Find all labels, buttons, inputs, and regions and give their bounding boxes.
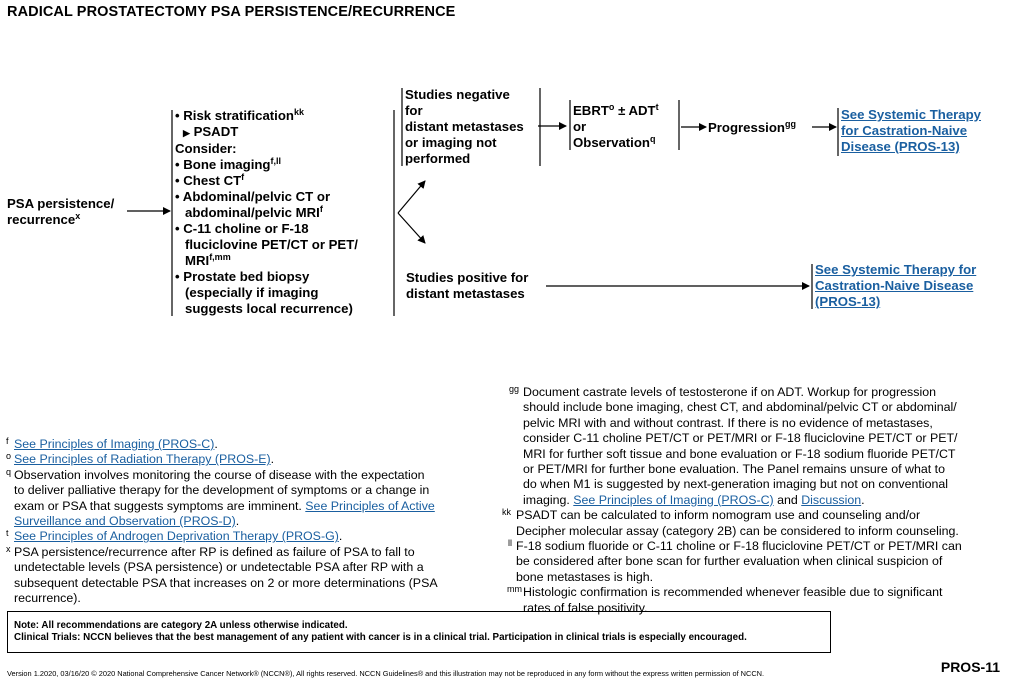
arrow-to-negative [398,181,425,213]
note-category: Note: All recommendations are category 2A unless otherwise indicated. [14,620,348,631]
footnote-ll: ll F-18 sodium fluoride or C-11 choline or F-18 fluciclovine PET/CT or PET/MRI can be considered after bone scan for further evaluation when clinical suspicion of bone metastases is high. [508,538,962,584]
workup-item-risk: • Risk stratification$^{kk}$ [175,107,304,123]
workup-consider-label: Consider: [175,141,237,156]
footer-copyright: Version 1.2020, 03/16/20 © 2020 National Comprehensive Cancer Network® (NCCN®), All rights reserved. NCCN Guidelines® and this illustration may not be reproduced in any form without the express written permission of NCCN. [7,669,765,678]
footnote-q: q Observation involves monitoring the course of disease with the expectation to deliver palliative therapy for the development of symptoms or a change in exam or PSA that suggests symptoms are imminent. See Principles of Active Surveillance and Observation (PROS-D). [6,466,435,529]
arrow-to-positive [398,213,425,243]
footnote-x: x PSA persistence/recurrence after RP is defined as failure of PSA to fall to undetectable levels (PSA persistence) or undetectable PSA after RP with a subsequent detectable PSA that increases on 2 or more determinations (PSA recurrence). [6,543,438,606]
studies-negative-node: Studies negative for distant metastases or imaging not performed [405,87,524,166]
page-title: RADICAL PROSTATECTOMY PSA PERSISTENCE/RECURRENCE [7,4,456,20]
footnotes-right [502,384,1005,616]
footnote-gg: gg Document castrate levels of testosterone if on ADT. Workup for progression should include bone imaging, chest CT, and abdominal/pelvic CT or abdominal/ pelvic MRI with and without contrast. If there is no evidence of metastases, consider C-11 choline PET/CT or PET/MRI or F-18 fluciclovine PET/CT or PET/ MRI for further soft tissue and bone evaluation or F-18 sodium fluoride PET/CT or PET/MRI for further bone evaluation. The Panel remains unsure of what to do when M1 is suggested by next-generation imaging but not on conventional imaging. See Principles of Imaging (PROS-C) and Discussion. [509,384,958,507]
footnotes-left [6,436,494,606]
note-clinical-trials: Clinical Trials: NCCN believes that the best management of any patient with cancer is in a clinical trial. Participation in clinical trials is especially encouraged. [14,632,747,643]
footnote-o: o See Principles of Radiation Therapy (PROS-E). [6,451,275,467]
footnote-f: f See Principles of Imaging (PROS-C). [6,436,218,451]
imaging-principles-link[interactable]: See Principles of Imaging (PROS-C) [14,437,215,451]
systemic-therapy-link-bottom[interactable]: See Systemic Therapy for Castration-Naive Disease (PROS-13) [815,262,977,309]
psa-persistence-node: PSA persistence/ recurrence$^x$ [7,196,115,227]
workup-subitem-psadt: ▶ PSADT [183,124,239,139]
adt-principles-link[interactable]: See Principles of Androgen Deprivation Therapy (PROS-G) [14,529,339,544]
radiation-principles-link[interactable]: See Principles of Radiation Therapy (PROS-E) [14,452,271,467]
systemic-therapy-link-top[interactable]: See Systemic Therapy for Castration-Naive Disease (PROS-13) [841,107,982,154]
progression-node: Progression$^{gg}$ [708,119,796,135]
discussion-link[interactable]: Discussion [801,492,862,507]
workup-item-chest: • Chest $CT^f$ [175,172,245,188]
workup-item-pet: • C-11 choline or F-18 [175,221,309,236]
note-box [7,611,831,653]
imaging-principles-link-2[interactable]: See Principles of Imaging (PROS-C) [573,492,774,507]
workup-item-bone: • Bone imaging$^{f,ll}$ [175,156,281,172]
studies-positive-node: Studies positive for distant metastases [406,270,529,301]
active-surveillance-link[interactable]: See Principles of Active [305,498,435,513]
treatment-node: $EBRT^o \pm ADT^t$ or Observation$^q$ [573,102,659,150]
workup-item-biopsy: • Prostate bed biopsy [175,269,310,284]
workup-item-abd: • Abdominal/pelvic CT or [175,189,331,204]
footnote-mm: mm Histologic confirmation is recommended whenever feasible due to significant rates of false positivity. [507,584,943,615]
active-surveillance-link-cont[interactable]: Surveillance and Observation (PROS-D) [14,514,236,529]
footnote-kk: kk PSADT can be calculated to inform nomogram use and counseling and/or Decipher molecular assay (category 2B) can be considered to inform counseling. [502,507,959,538]
workup-list: • Risk stratification$^{kk}$ ▶ PSADT Consider: • Bone imaging$^{f,ll}$ • Chest $CT^f$ • Abdominal/pelvic CT or abdominal/pelvic MRI$^f$ • C-11 choline or F-18 fluciclovine PET/CT or PET/ $MRI^{f,mm}$ • Prostate bed biopsy (especially if imaging suggests local recurrence) [175,108,390,317]
page-id: PROS-11 [940,659,1000,675]
footnote-t: t See Principles of Androgen Deprivation Therapy (PROS-G). [6,528,343,544]
